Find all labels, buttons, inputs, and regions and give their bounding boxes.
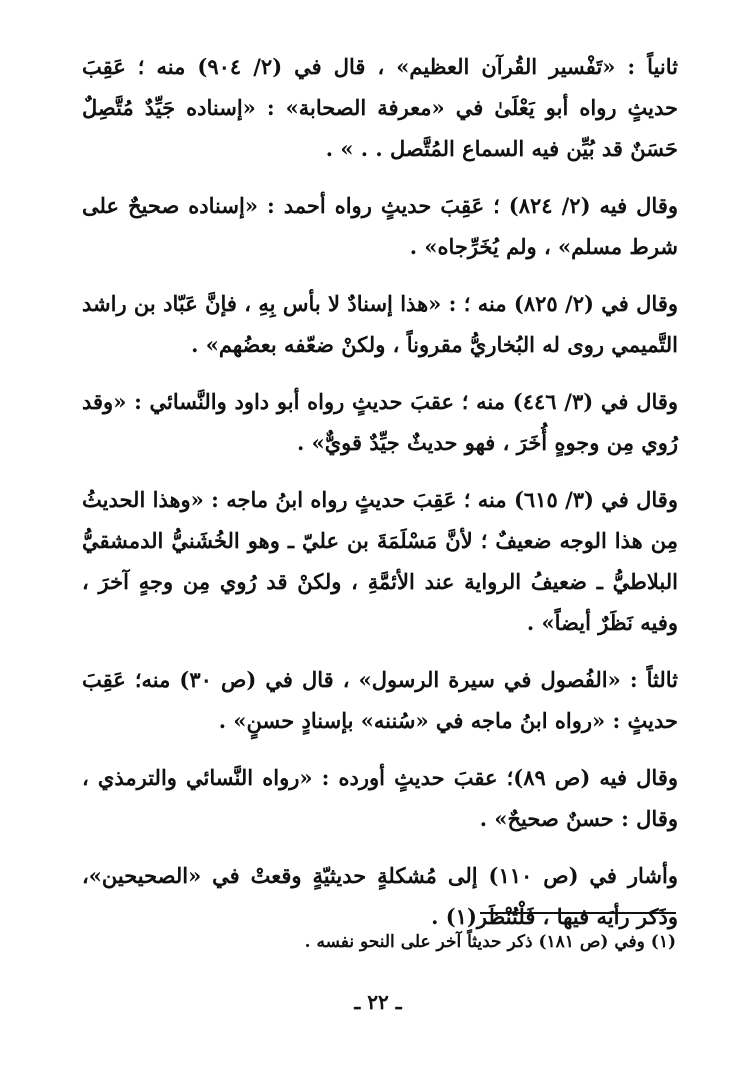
footnote: (١) وفي (ص ١٨١) ذكر حديثاً آخر على النحو نفسه . xyxy=(304,932,676,952)
paragraph-7 xyxy=(82,757,678,839)
paragraph-5 xyxy=(82,479,678,643)
paragraph-4 xyxy=(82,381,678,463)
paragraph-5-text: وقال في (٣/ ٦١٥) منه ؛ عَقِبَ حديثٍ رواه ابنُ ماجه : «وهذا الحديثُ مِن هذا الوجه ضعيفٌ ؛ لأنَّ مَسْلَمَةَ بن عليّ ـ وهو الخُشَنيُّ الدمشقيُّ البلاطيُّ ـ ضعيفُ الرواية عند الأئمَّةِ ، ولكنْ قد رُوي مِن وجهٍ آخرَ ، وفيه نَظَرٌ أيضاً» . xyxy=(82,487,678,635)
paragraph-6-text: قال في (ص ٣٠) منه؛ عَقِبَ حديثٍ : «رواه ابنُ ماجه في «سُننه» بإسنادٍ حسنٍ» . xyxy=(82,667,678,733)
paragraph-1 xyxy=(82,46,678,169)
paragraph-8 xyxy=(82,855,678,937)
paragraph-7-text: وقال فيه (ص ٨٩)؛ عقبَ حديثٍ أورده : «رواه النَّسائي والترمذي ، وقال : حسنٌ صحيحٌ» . xyxy=(82,765,678,831)
paragraph-4-text: وقال في (٣/ ٤٤٦) منه ؛ عقبَ حديثٍ رواه أبو داود والنَّسائي : «وقد رُوي مِن وجوهٍ أُخَرَ ، فهو حديثٌ جيِّدٌ قويٌّ» . xyxy=(82,389,679,455)
paragraph-2-text: وقال فيه (٢/ ٨٢٤) ؛ عَقِبَ حديثٍ رواه أحمد : «إسناده صحيحٌ على شرط مسلم» ، ولم يُخَرِّجاه» . xyxy=(82,193,678,259)
section-heading-3: ثالثاً : «الفُصول في سيرة الرسول» ، xyxy=(342,667,679,692)
paragraph-3-text: وقال في (٢/ ٨٢٥) منه ؛ : «هذا إسنادٌ لا بأس بِهِ ، فإنَّ عَبّاد بن راشد التَّميمي روى له البُخاريُّ مقروناً ، ولكنْ ضعّفه بعضُهم» . xyxy=(82,291,678,357)
paragraph-2 xyxy=(82,185,678,267)
paragraph-3 xyxy=(82,283,678,365)
paragraph-1-text: قال في (٢/ ٩٠٤) منه ؛ عَقِبَ حديثٍ رواه أبو يَعْلَىٰ في «معرفة الصحابة» : «إسناده جَيِّدٌ مُتَّصِلٌ حَسَنٌ قد بُيِّن فيه السماع المُتَّصل . . » . xyxy=(82,54,678,161)
footnote-divider xyxy=(480,912,676,914)
page-number: ـ ٢٢ ـ xyxy=(354,990,402,1014)
paragraph-8-text: وأشار في (ص ١١٠) إلى مُشكلةٍ حديثيّةٍ وقعتْ في «الصحيحين»، وذَكر رأيَه فيها ، فَلْتُنْظَر(١) . xyxy=(82,863,678,929)
paragraph-6 xyxy=(82,659,678,741)
section-heading-2: ثانياً : «تَفْسير القُرآن العظيم» ، xyxy=(377,54,679,79)
